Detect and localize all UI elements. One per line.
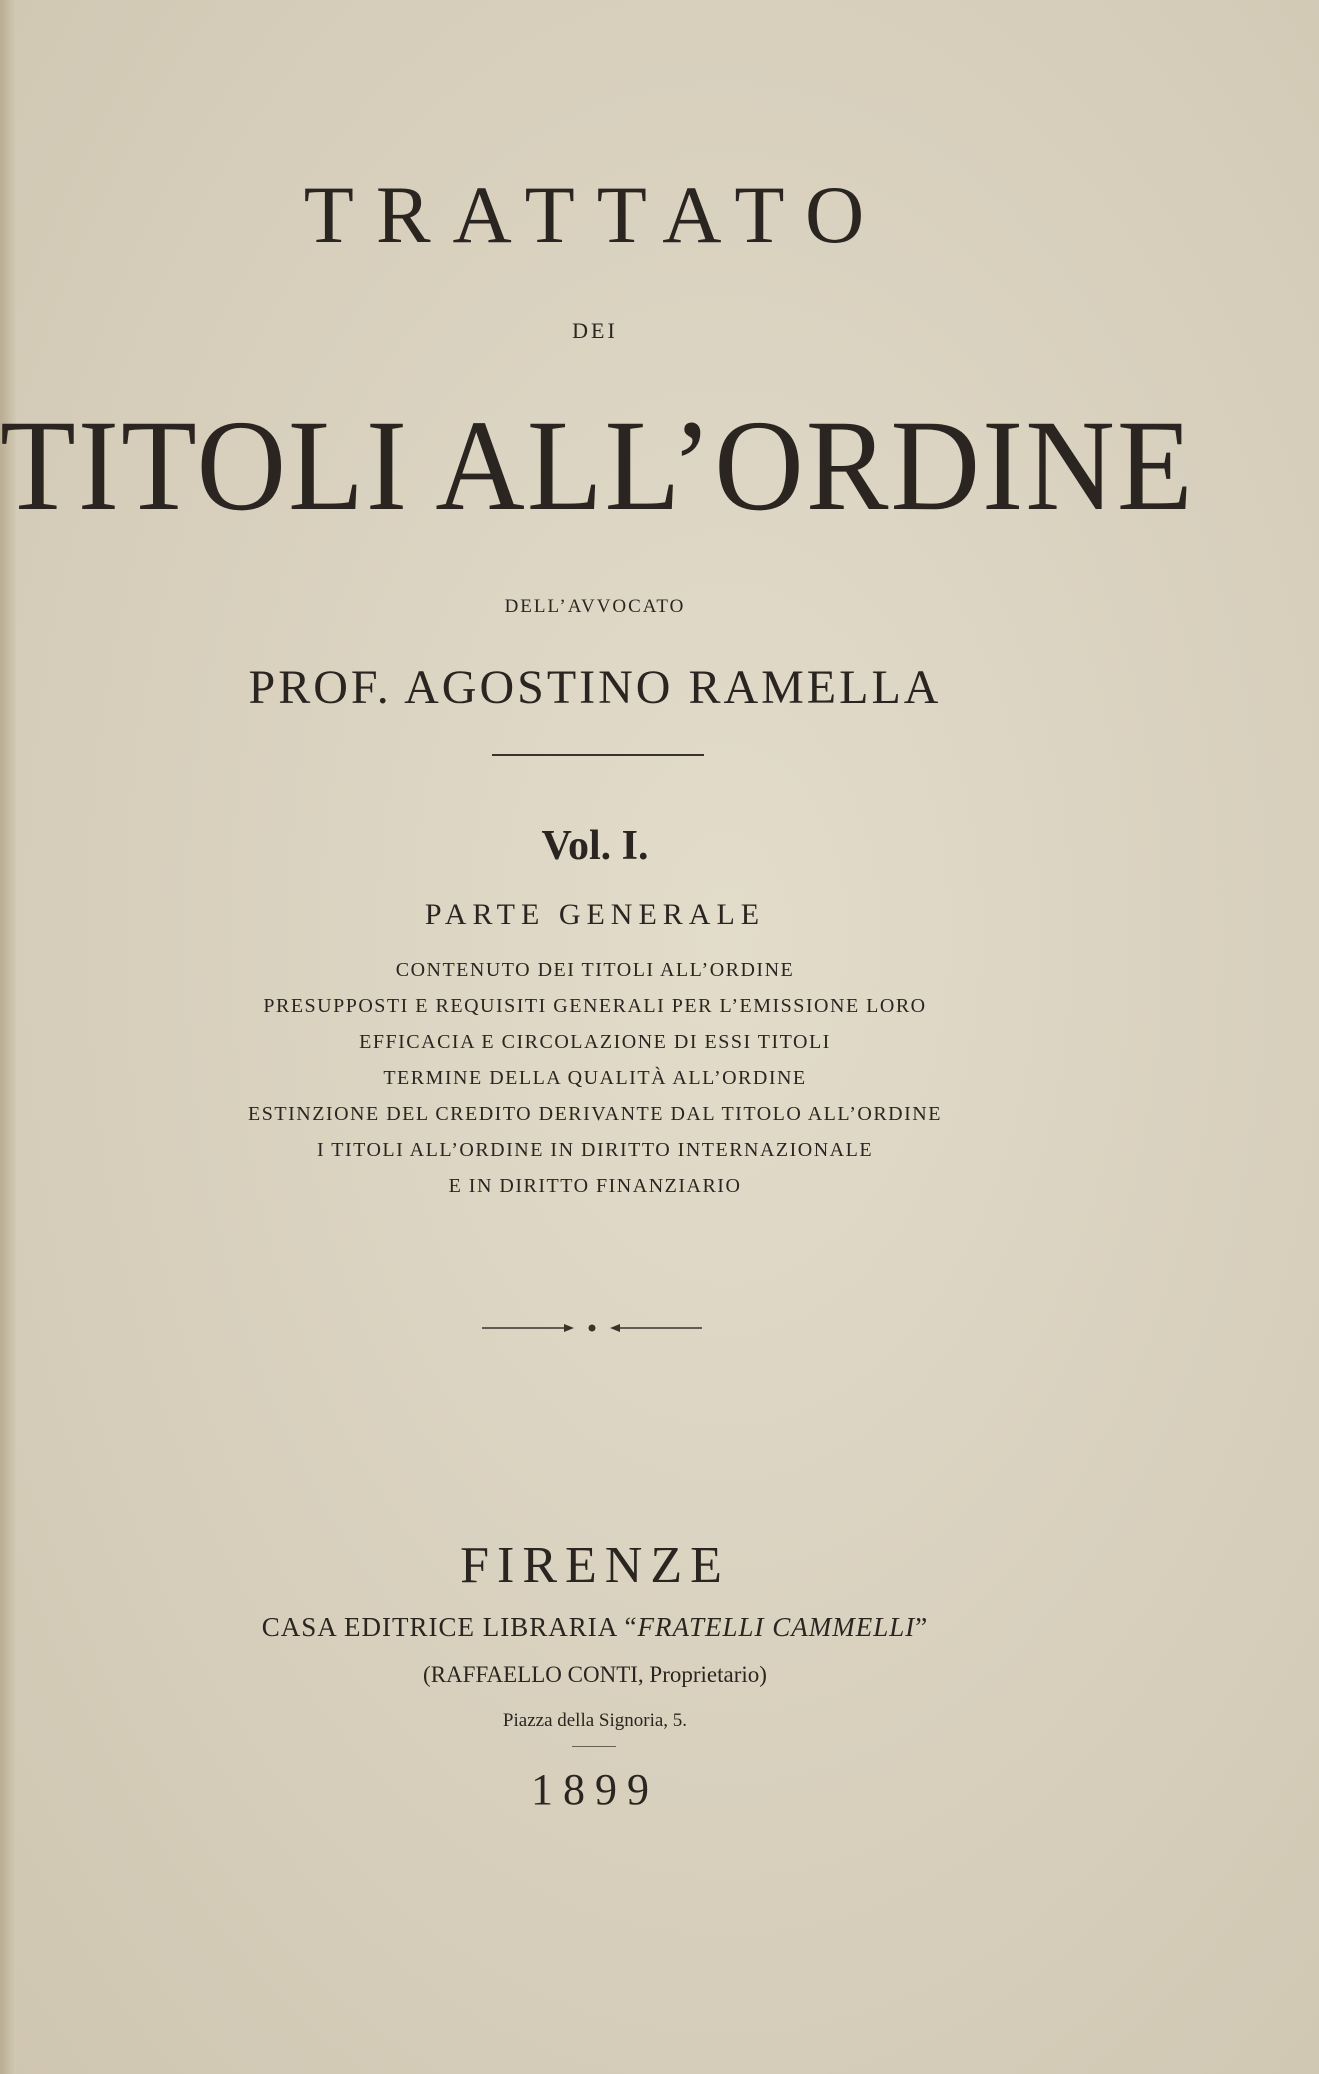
divider-rule [492, 754, 704, 756]
imprint-publisher [0, 1612, 1190, 1643]
small-rule [572, 1746, 616, 1747]
contents-line: ESTINZIONE DEL CREDITO DERIVANTE DAL TITOLO ALL’ORDINE [248, 1103, 942, 1125]
imprint-address: Piazza della Signoria, 5. [502, 1710, 688, 1731]
title-main: TITOLI ALL’ORDINE [0, 393, 1195, 538]
contents-line: PRESUPPOSTI E REQUISITI GENERALI PER L’EMISSIONE LORO [263, 995, 927, 1017]
contents-line: EFFICACIA E CIRCOLAZIONE DI ESSI TITOLI [359, 1031, 831, 1053]
title-trattato: TRATTATO [303, 169, 887, 260]
contents-line: E IN DIRITTO FINANZIARIO [448, 1175, 742, 1197]
author-intro: DELL’AVVOCATO [504, 596, 686, 617]
imprint-city: FIRENZE [460, 1537, 730, 1594]
publisher-suffix: ” [915, 1612, 929, 1642]
author-name: PROF. AGOSTINO RAMELLA [248, 661, 942, 714]
contents-line: TERMINE DELLA QUALITÀ ALL’ORDINE [383, 1067, 807, 1089]
title-dei: DEI [572, 318, 618, 343]
ornament-divider [482, 1318, 702, 1338]
contents-list [0, 952, 1190, 1204]
part-title: PARTE GENERALE [424, 898, 766, 931]
publisher-name: FRATELLI CAMMELLI [637, 1612, 916, 1642]
volume-label: Vol. I. [541, 823, 649, 869]
contents-line: CONTENUTO DEI TITOLI ALL’ORDINE [395, 959, 795, 981]
contents-line: I TITOLI ALL’ORDINE IN DIRITTO INTERNAZIONALE [316, 1139, 874, 1161]
imprint-year: 1899 [531, 1765, 659, 1814]
publisher-prefix: CASA EDITRICE LIBRARIA “ [261, 1612, 638, 1642]
imprint-owner: (RAFFAELLO CONTI, Proprietario) [423, 1662, 767, 1687]
